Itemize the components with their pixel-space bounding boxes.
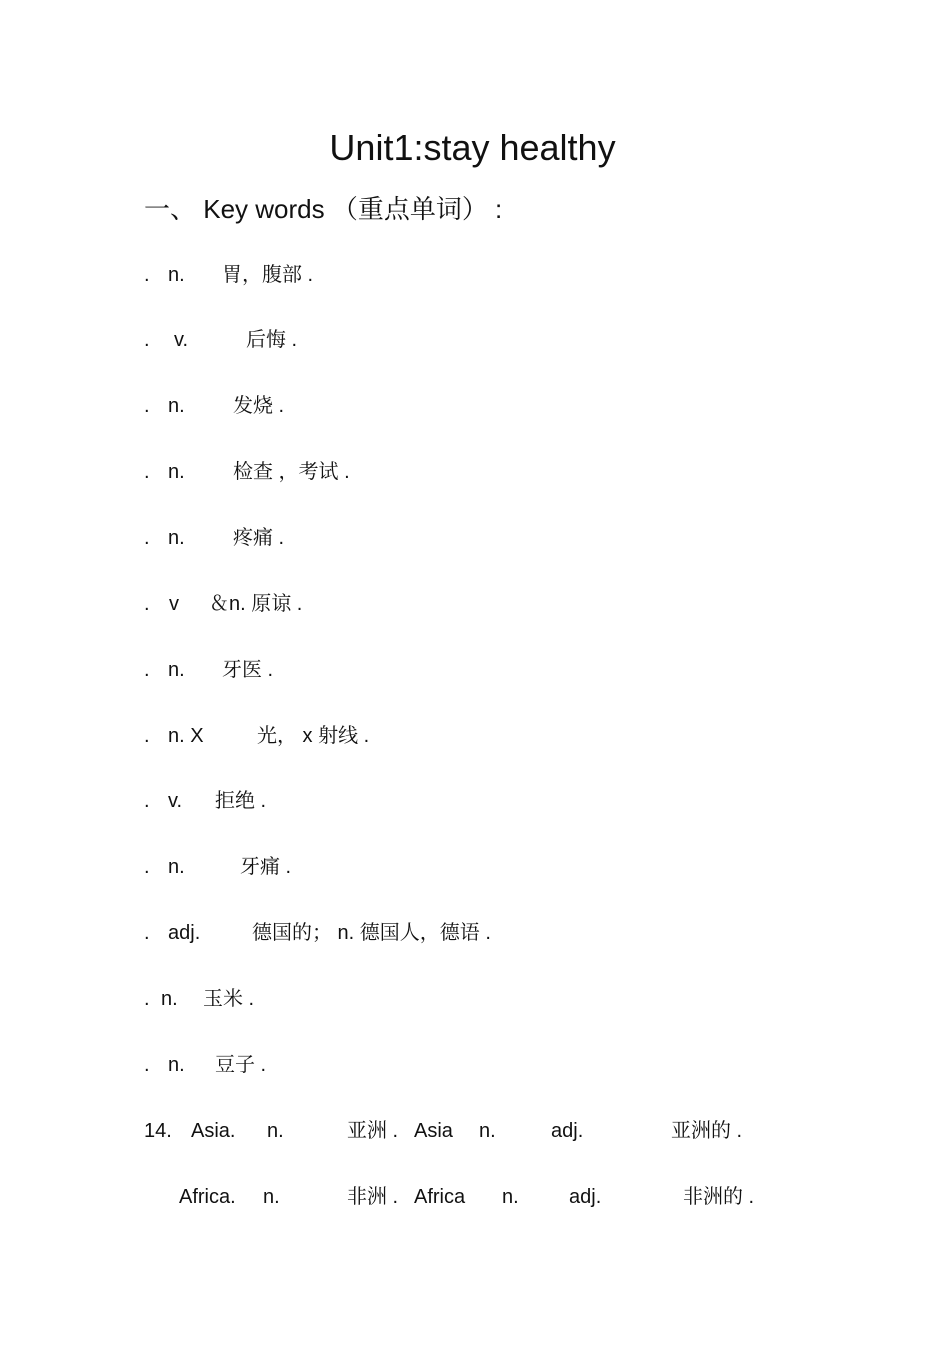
item-dot: . (144, 329, 150, 351)
item-pos: n. (168, 461, 185, 483)
item-meaning: 牙痛 . (240, 856, 292, 878)
item-pos: n. (168, 527, 185, 549)
item-dot: . (144, 856, 150, 878)
item-dot: . (144, 527, 150, 549)
item-pos: n. (168, 1054, 185, 1076)
item-pos: n. (267, 1120, 284, 1142)
item-meaning: 亚洲 . (347, 1120, 399, 1142)
item-meaning: 后悔 . (246, 329, 298, 351)
section-heading: 一、 Key words （重点单词） : (144, 194, 503, 224)
item-pos: n. (161, 988, 178, 1010)
item-derived-word: Asia (414, 1120, 453, 1142)
item-pos: n. X (168, 725, 204, 747)
item-meaning: 豆子 . (215, 1054, 267, 1076)
item-meaning: 发烧 . (233, 395, 285, 417)
item-pos: v. (174, 329, 189, 351)
item-word: Asia. (191, 1120, 236, 1142)
item-pos: adj. (168, 922, 201, 944)
page-title: Unit1:stay healthy (329, 127, 616, 168)
item-dot: . (144, 461, 150, 483)
item-dot: . (144, 790, 150, 812)
item-pos: n. (168, 856, 185, 878)
item-number: 14. (144, 1120, 172, 1142)
item-adj-meaning: 亚洲的 . (671, 1120, 743, 1142)
item-pos: n. (168, 264, 185, 286)
item-adj-label: adj. (569, 1186, 602, 1208)
item-dot: . (144, 395, 150, 417)
item-pos: v. (168, 790, 183, 812)
item-derived-pos: n. (479, 1120, 496, 1142)
item-dot: . (144, 988, 150, 1010)
item-meaning: 光， x 射线 . (257, 725, 370, 747)
item-meaning: 非洲 . (347, 1186, 399, 1208)
item-adj-label: adj. (551, 1120, 584, 1142)
item-meaning: 牙医 . (222, 659, 274, 681)
item-word: Africa. (179, 1186, 236, 1208)
item-dot: . (144, 922, 150, 944)
item-dot: . (144, 264, 150, 286)
item-meaning: 胃，腹部 . (222, 264, 314, 286)
item-pos: n. (263, 1186, 280, 1208)
item-dot: . (144, 593, 150, 615)
item-derived-word: Africa (414, 1186, 466, 1208)
item-dot: . (144, 725, 150, 747)
item-pos: n. (168, 395, 185, 417)
item-derived-pos: n. (502, 1186, 519, 1208)
item-adj-meaning: 非洲的 . (683, 1186, 755, 1208)
item-meaning: 检查 ，考试 . (233, 461, 350, 483)
item-meaning: ＆n. 原谅 . (209, 593, 303, 615)
item-pos: n. (168, 659, 185, 681)
item-pos: v (169, 593, 179, 615)
item-meaning: 德国的； n. 德国人，德语 . (252, 922, 491, 944)
item-dot: . (144, 659, 150, 681)
item-dot: . (144, 1054, 150, 1076)
item-meaning: 疼痛 . (233, 527, 285, 549)
item-meaning: 玉米 . (203, 988, 255, 1010)
item-meaning: 拒绝 . (215, 790, 267, 812)
